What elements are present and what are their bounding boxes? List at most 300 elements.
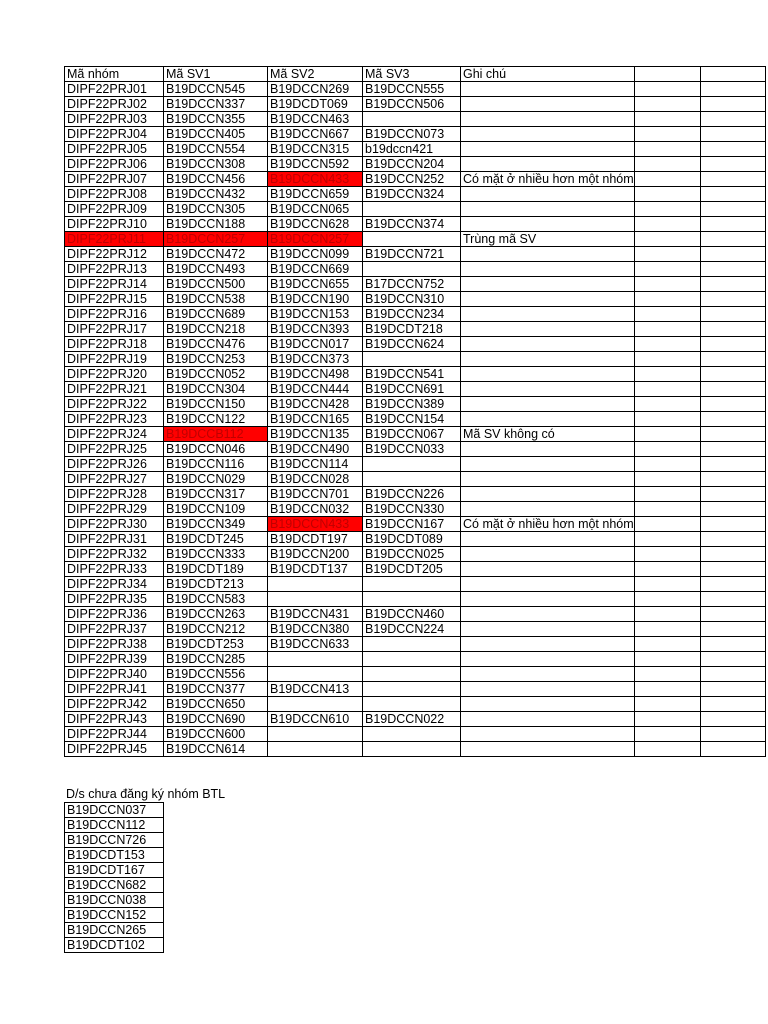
header-cell: Mã SV2	[268, 67, 363, 82]
student1-cell: B19DCCN432	[164, 187, 268, 202]
note-cell	[461, 142, 635, 157]
extra-cell-2	[700, 457, 765, 472]
extra-cell-1	[634, 217, 700, 232]
student1-cell: B19DCCN377	[164, 682, 268, 697]
extra-cell-1	[634, 622, 700, 637]
extra-cell-2	[700, 427, 765, 442]
student3-cell: B19DCDT089	[363, 532, 461, 547]
extra-cell-2	[700, 742, 765, 757]
unregistered-table	[64, 802, 164, 953]
extra-cell-1	[634, 367, 700, 382]
table-row	[65, 427, 766, 442]
note-cell	[461, 682, 635, 697]
note-cell	[461, 262, 635, 277]
extra-cell-1	[634, 472, 700, 487]
table-row	[65, 187, 766, 202]
extra-cell-1	[634, 82, 700, 97]
extra-cell-2	[700, 262, 765, 277]
student1-cell: B19DCCN188	[164, 217, 268, 232]
extra-cell-1	[634, 727, 700, 742]
note-cell: Có mặt ở nhiều hơn một nhóm	[461, 172, 635, 187]
student3-cell: B19DCCN624	[363, 337, 461, 352]
group-code-cell: DIPF22PRJ02	[65, 97, 164, 112]
extra-cell-1	[634, 517, 700, 532]
header-cell: Mã SV1	[164, 67, 268, 82]
extra-cell-1	[634, 442, 700, 457]
note-cell	[461, 742, 635, 757]
note-cell	[461, 127, 635, 142]
note-cell	[461, 412, 635, 427]
student2-cell: B19DCCN431	[268, 607, 363, 622]
group-code-cell: DIPF22PRJ19	[65, 352, 164, 367]
note-cell	[461, 577, 635, 592]
table-row	[65, 382, 766, 397]
student3-cell: B19DCCN330	[363, 502, 461, 517]
group-table	[64, 66, 766, 757]
student1-cell: B19DCCN650	[164, 697, 268, 712]
extra-cell-1	[634, 412, 700, 427]
student1-cell: B19DCDT213	[164, 577, 268, 592]
student1-cell: B19DCCN218	[164, 322, 268, 337]
table-row	[65, 682, 766, 697]
extra-cell-2	[700, 127, 765, 142]
student2-cell: B19DCCN065	[268, 202, 363, 217]
extra-cell-2	[700, 502, 765, 517]
note-cell	[461, 532, 635, 547]
note-cell	[461, 562, 635, 577]
table-row	[65, 532, 766, 547]
extra-cell-2	[700, 442, 765, 457]
student2-cell: B19DCCN099	[268, 247, 363, 262]
student1-cell: B19DCCN493	[164, 262, 268, 277]
student2-cell: B19DCCN655	[268, 277, 363, 292]
table-row	[65, 742, 766, 757]
table-row	[65, 322, 766, 337]
group-code-cell: DIPF22PRJ38	[65, 637, 164, 652]
table-row	[65, 397, 766, 412]
list-item	[65, 803, 164, 818]
table-row	[65, 202, 766, 217]
student3-cell: B19DCCN234	[363, 307, 461, 322]
student2-cell	[268, 592, 363, 607]
extra-cell-1	[634, 97, 700, 112]
extra-cell-2	[700, 217, 765, 232]
student3-cell: B19DCCN541	[363, 367, 461, 382]
student2-cell	[268, 742, 363, 757]
extra-cell-2	[700, 352, 765, 367]
group-code-cell: DIPF22PRJ21	[65, 382, 164, 397]
header-row	[65, 67, 766, 82]
table-row	[65, 277, 766, 292]
table-row	[65, 472, 766, 487]
group-code-cell: DIPF22PRJ03	[65, 112, 164, 127]
extra-cell-2	[700, 652, 765, 667]
student2-cell	[268, 667, 363, 682]
extra-cell-2	[700, 112, 765, 127]
extra-cell-1	[634, 292, 700, 307]
student2-cell: B19DCCN610	[268, 712, 363, 727]
student2-cell: B19DCDT069	[268, 97, 363, 112]
unregistered-title: D/s chưa đăng ký nhóm BTL	[66, 787, 226, 801]
extra-cell-2	[700, 727, 765, 742]
header-cell	[634, 67, 700, 82]
header-cell: Ghi chú	[461, 67, 635, 82]
extra-cell-1	[634, 742, 700, 757]
student1-cell: B19DCCN052	[164, 367, 268, 382]
student1-cell: B19DCCN029	[164, 472, 268, 487]
group-code-cell: DIPF22PRJ36	[65, 607, 164, 622]
table-row	[65, 352, 766, 367]
unregistered-table-body	[65, 803, 164, 953]
student3-cell	[363, 592, 461, 607]
extra-cell-1	[634, 202, 700, 217]
table-row	[65, 127, 766, 142]
list-item	[65, 893, 164, 908]
group-code-cell: DIPF22PRJ09	[65, 202, 164, 217]
extra-cell-1	[634, 337, 700, 352]
group-code-cell: DIPF22PRJ07	[65, 172, 164, 187]
student3-cell: B19DCCN067	[363, 427, 461, 442]
student3-cell	[363, 652, 461, 667]
extra-cell-1	[634, 502, 700, 517]
student2-cell: B19DCCN257	[268, 232, 363, 247]
table-row	[65, 727, 766, 742]
student1-cell: B19DCCN472	[164, 247, 268, 262]
student2-cell: B19DCCN269	[268, 82, 363, 97]
student1-cell: B19DCCN405	[164, 127, 268, 142]
student-id-cell: B19DCCN682	[65, 878, 164, 893]
group-code-cell: DIPF22PRJ39	[65, 652, 164, 667]
extra-cell-2	[700, 367, 765, 382]
list-item	[65, 878, 164, 893]
group-code-cell: DIPF22PRJ14	[65, 277, 164, 292]
note-cell	[461, 292, 635, 307]
note-cell	[461, 187, 635, 202]
group-code-cell: DIPF22PRJ10	[65, 217, 164, 232]
table-row	[65, 262, 766, 277]
student-id-cell: B19DCDT167	[65, 863, 164, 878]
student1-cell: B19DCCN689	[164, 307, 268, 322]
extra-cell-1	[634, 112, 700, 127]
extra-cell-1	[634, 172, 700, 187]
group-code-cell: DIPF22PRJ11	[65, 232, 164, 247]
table-row	[65, 217, 766, 232]
student2-cell: B19DCCN633	[268, 637, 363, 652]
student2-cell	[268, 727, 363, 742]
table-row	[65, 112, 766, 127]
student3-cell	[363, 232, 461, 247]
note-cell	[461, 652, 635, 667]
header-cell: Mã SV3	[363, 67, 461, 82]
student2-cell: B19DCCN114	[268, 457, 363, 472]
student3-cell	[363, 457, 461, 472]
note-cell	[461, 217, 635, 232]
note-cell	[461, 637, 635, 652]
student1-cell: B19DCCN614	[164, 742, 268, 757]
table-row	[65, 457, 766, 472]
table-row	[65, 622, 766, 637]
extra-cell-1	[634, 562, 700, 577]
extra-cell-2	[700, 232, 765, 247]
table-row	[65, 487, 766, 502]
group-code-cell: DIPF22PRJ34	[65, 577, 164, 592]
group-code-cell: DIPF22PRJ37	[65, 622, 164, 637]
extra-cell-2	[700, 622, 765, 637]
extra-cell-2	[700, 562, 765, 577]
student3-cell	[363, 637, 461, 652]
header-cell: Mã nhóm	[65, 67, 164, 82]
list-item	[65, 833, 164, 848]
table-row	[65, 337, 766, 352]
extra-cell-2	[700, 187, 765, 202]
student3-cell: B19DCCN167	[363, 517, 461, 532]
note-cell	[461, 277, 635, 292]
note-cell	[461, 382, 635, 397]
student1-cell: B19DCCN500	[164, 277, 268, 292]
table-row	[65, 82, 766, 97]
note-cell	[461, 397, 635, 412]
note-cell	[461, 607, 635, 622]
group-code-cell: DIPF22PRJ05	[65, 142, 164, 157]
extra-cell-1	[634, 352, 700, 367]
group-code-cell: DIPF22PRJ26	[65, 457, 164, 472]
group-code-cell: DIPF22PRJ17	[65, 322, 164, 337]
table-row	[65, 367, 766, 382]
note-cell	[461, 247, 635, 262]
extra-cell-1	[634, 382, 700, 397]
extra-cell-2	[700, 472, 765, 487]
note-cell	[461, 322, 635, 337]
group-code-cell: DIPF22PRJ42	[65, 697, 164, 712]
student1-cell: B19DCCN253	[164, 352, 268, 367]
student1-cell: B19DCCN538	[164, 292, 268, 307]
note-cell	[461, 472, 635, 487]
note-cell	[461, 457, 635, 472]
student2-cell: B19DCCN490	[268, 442, 363, 457]
student2-cell: B19DCCN433	[268, 172, 363, 187]
student3-cell	[363, 727, 461, 742]
extra-cell-2	[700, 517, 765, 532]
student1-cell: B19DCCB112	[164, 427, 268, 442]
extra-cell-1	[634, 127, 700, 142]
extra-cell-1	[634, 712, 700, 727]
group-code-cell: DIPF22PRJ24	[65, 427, 164, 442]
group-code-cell: DIPF22PRJ30	[65, 517, 164, 532]
table-row	[65, 697, 766, 712]
extra-cell-2	[700, 592, 765, 607]
student2-cell: B19DCCN428	[268, 397, 363, 412]
extra-cell-1	[634, 697, 700, 712]
extra-cell-2	[700, 682, 765, 697]
extra-cell-1	[634, 577, 700, 592]
table-row	[65, 562, 766, 577]
student1-cell: B19DCDT245	[164, 532, 268, 547]
student1-cell: B19DCCN116	[164, 457, 268, 472]
extra-cell-1	[634, 427, 700, 442]
group-code-cell: DIPF22PRJ06	[65, 157, 164, 172]
list-item	[65, 818, 164, 833]
group-code-cell: DIPF22PRJ18	[65, 337, 164, 352]
table-row	[65, 652, 766, 667]
extra-cell-1	[634, 277, 700, 292]
list-item	[65, 863, 164, 878]
student-id-cell: B19DCCN038	[65, 893, 164, 908]
extra-cell-2	[700, 697, 765, 712]
extra-cell-2	[700, 712, 765, 727]
table-row	[65, 637, 766, 652]
student3-cell	[363, 682, 461, 697]
extra-cell-1	[634, 232, 700, 247]
student1-cell: B19DCCN257	[164, 232, 268, 247]
note-cell	[461, 97, 635, 112]
student2-cell: B19DCCN701	[268, 487, 363, 502]
group-code-cell: DIPF22PRJ20	[65, 367, 164, 382]
student1-cell: B19DCCN355	[164, 112, 268, 127]
student2-cell: B19DCDT197	[268, 532, 363, 547]
group-code-cell: DIPF22PRJ08	[65, 187, 164, 202]
extra-cell-1	[634, 307, 700, 322]
note-cell	[461, 352, 635, 367]
list-item	[65, 923, 164, 938]
extra-cell-1	[634, 637, 700, 652]
note-cell	[461, 727, 635, 742]
extra-cell-1	[634, 682, 700, 697]
extra-cell-1	[634, 157, 700, 172]
student3-cell	[363, 577, 461, 592]
student3-cell: B19DCCN154	[363, 412, 461, 427]
note-cell	[461, 202, 635, 217]
student1-cell: B19DCCN285	[164, 652, 268, 667]
student3-cell: B19DCCN025	[363, 547, 461, 562]
extra-cell-2	[700, 382, 765, 397]
extra-cell-2	[700, 247, 765, 262]
extra-cell-2	[700, 292, 765, 307]
student2-cell	[268, 577, 363, 592]
student2-cell: B19DCCN315	[268, 142, 363, 157]
student3-cell: B19DCDT205	[363, 562, 461, 577]
student3-cell	[363, 667, 461, 682]
note-cell	[461, 622, 635, 637]
student2-cell: B19DCCN190	[268, 292, 363, 307]
extra-cell-2	[700, 142, 765, 157]
extra-cell-1	[634, 262, 700, 277]
table-row	[65, 712, 766, 727]
student2-cell: B19DCCN667	[268, 127, 363, 142]
extra-cell-1	[634, 397, 700, 412]
group-code-cell: DIPF22PRJ25	[65, 442, 164, 457]
student1-cell: B19DCCN476	[164, 337, 268, 352]
group-code-cell: DIPF22PRJ45	[65, 742, 164, 757]
student2-cell: B19DCCN393	[268, 322, 363, 337]
extra-cell-1	[634, 547, 700, 562]
group-code-cell: DIPF22PRJ33	[65, 562, 164, 577]
group-code-cell: DIPF22PRJ13	[65, 262, 164, 277]
student1-cell: B19DCCN545	[164, 82, 268, 97]
group-code-cell: DIPF22PRJ35	[65, 592, 164, 607]
table-row	[65, 592, 766, 607]
table-row	[65, 442, 766, 457]
student2-cell: B19DCCN165	[268, 412, 363, 427]
student3-cell: b19dccn421	[363, 142, 461, 157]
note-cell	[461, 697, 635, 712]
student3-cell	[363, 262, 461, 277]
extra-cell-2	[700, 637, 765, 652]
student2-cell: B19DCCN498	[268, 367, 363, 382]
group-code-cell: DIPF22PRJ31	[65, 532, 164, 547]
table-row	[65, 292, 766, 307]
student-id-cell: B19DCCN265	[65, 923, 164, 938]
student3-cell: B19DCCN721	[363, 247, 461, 262]
group-code-cell: DIPF22PRJ23	[65, 412, 164, 427]
student1-cell: B19DCCN690	[164, 712, 268, 727]
student3-cell: B19DCDT218	[363, 322, 461, 337]
student1-cell: B19DCCN554	[164, 142, 268, 157]
student2-cell: B19DCCN153	[268, 307, 363, 322]
extra-cell-1	[634, 247, 700, 262]
extra-cell-2	[700, 97, 765, 112]
group-code-cell: DIPF22PRJ16	[65, 307, 164, 322]
student2-cell: B19DCCN463	[268, 112, 363, 127]
extra-cell-1	[634, 142, 700, 157]
extra-cell-1	[634, 652, 700, 667]
student3-cell: B19DCCN204	[363, 157, 461, 172]
student3-cell	[363, 697, 461, 712]
group-code-cell: DIPF22PRJ28	[65, 487, 164, 502]
note-cell	[461, 667, 635, 682]
student-id-cell: B19DCCN152	[65, 908, 164, 923]
table-row	[65, 97, 766, 112]
student-id-cell: B19DCCN037	[65, 803, 164, 818]
student2-cell	[268, 652, 363, 667]
student2-cell: B19DCCN592	[268, 157, 363, 172]
extra-cell-2	[700, 607, 765, 622]
student3-cell: B19DCCN224	[363, 622, 461, 637]
extra-cell-1	[634, 457, 700, 472]
student1-cell: B19DCDT253	[164, 637, 268, 652]
extra-cell-2	[700, 487, 765, 502]
note-cell	[461, 592, 635, 607]
extra-cell-1	[634, 667, 700, 682]
student2-cell: B19DCCN380	[268, 622, 363, 637]
table-row	[65, 307, 766, 322]
group-code-cell: DIPF22PRJ43	[65, 712, 164, 727]
table-row	[65, 577, 766, 592]
extra-cell-2	[700, 172, 765, 187]
student1-cell: B19DCCN212	[164, 622, 268, 637]
student2-cell: B19DCCN032	[268, 502, 363, 517]
student1-cell: B19DCCN349	[164, 517, 268, 532]
extra-cell-2	[700, 202, 765, 217]
table-row	[65, 247, 766, 262]
student1-cell: B19DCCN150	[164, 397, 268, 412]
note-cell	[461, 487, 635, 502]
note-cell	[461, 442, 635, 457]
note-cell	[461, 82, 635, 97]
student1-cell: B19DCDT189	[164, 562, 268, 577]
table-row	[65, 517, 766, 532]
group-code-cell: DIPF22PRJ27	[65, 472, 164, 487]
note-cell	[461, 502, 635, 517]
student2-cell: B19DCCN433	[268, 517, 363, 532]
group-code-cell: DIPF22PRJ22	[65, 397, 164, 412]
table-row	[65, 412, 766, 427]
list-item	[65, 848, 164, 863]
student2-cell: B19DCCN135	[268, 427, 363, 442]
table-row	[65, 157, 766, 172]
list-item	[65, 908, 164, 923]
student2-cell: B19DCDT137	[268, 562, 363, 577]
group-code-cell: DIPF22PRJ04	[65, 127, 164, 142]
